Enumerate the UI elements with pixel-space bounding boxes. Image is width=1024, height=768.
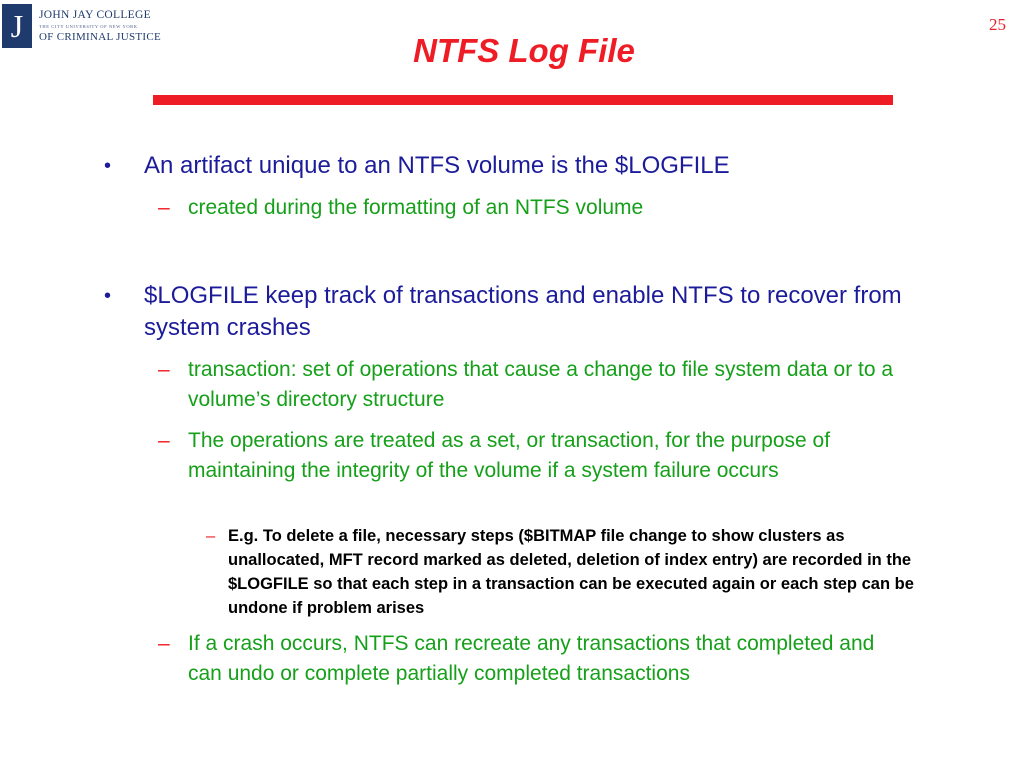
bullet-1-text: An artifact unique to an NTFS volume is the $LOGFILE [144,152,730,179]
logo-line-1: JOHN JAY COLLEGE [39,9,151,21]
dash-marker: – [158,358,170,381]
slide-title: NTFS Log File [413,32,635,69]
slide-number: 25 [989,15,1006,34]
bullet-1-sub-1-text: created during the formatting of an NTFS volume [188,196,644,219]
bullet-2-sub-3 [158,629,878,689]
dash-marker: – [158,196,170,219]
bullet-2-sub-1 [158,355,923,415]
bullet-2-sub-2-text: The operations are treated as a set, or transaction, for the purpose of maintaining the integrity of the volume if a system failure occurs [188,429,831,482]
logo-letter: J [10,8,24,44]
bullet-marker: • [104,155,112,177]
bullet-1-sub-1 [158,193,918,223]
logo-line-2: THE CITY UNIVERSITY OF NEW YORK [39,24,138,29]
logo-line-3: OF CRIMINAL JUSTICE [39,31,162,43]
dash-marker: – [158,632,170,655]
bullet-2 [104,280,904,344]
bullet-2-sub-2-sub-1 [206,524,938,620]
dash-marker: – [158,429,170,452]
bullet-2-sub-2 [158,426,888,486]
dash-marker: – [206,527,216,545]
bullet-1 [104,150,904,182]
bullet-2-sub-2-sub-1-text: E.g. To delete a file, necessary steps ($BITMAP file change to show clusters as unallocated, MFT record marked as deleted, deletion of index entry) are recorded in the $LOGFILE so that each step in a transaction can be executed again or each step can be undone if problem arises [228,527,914,617]
bullet-2-sub-1-text: transaction: set of operations that cause a change to file system data or to a volume’s directory structure [188,358,894,411]
bullet-2-sub-3-text: If a crash occurs, NTFS can recreate any transactions that completed and can undo or complete partially completed transactions [188,632,875,685]
bullet-marker: • [104,285,112,307]
bullet-2-text: $LOGFILE keep track of transactions and enable NTFS to recover from system crashes [144,282,902,341]
